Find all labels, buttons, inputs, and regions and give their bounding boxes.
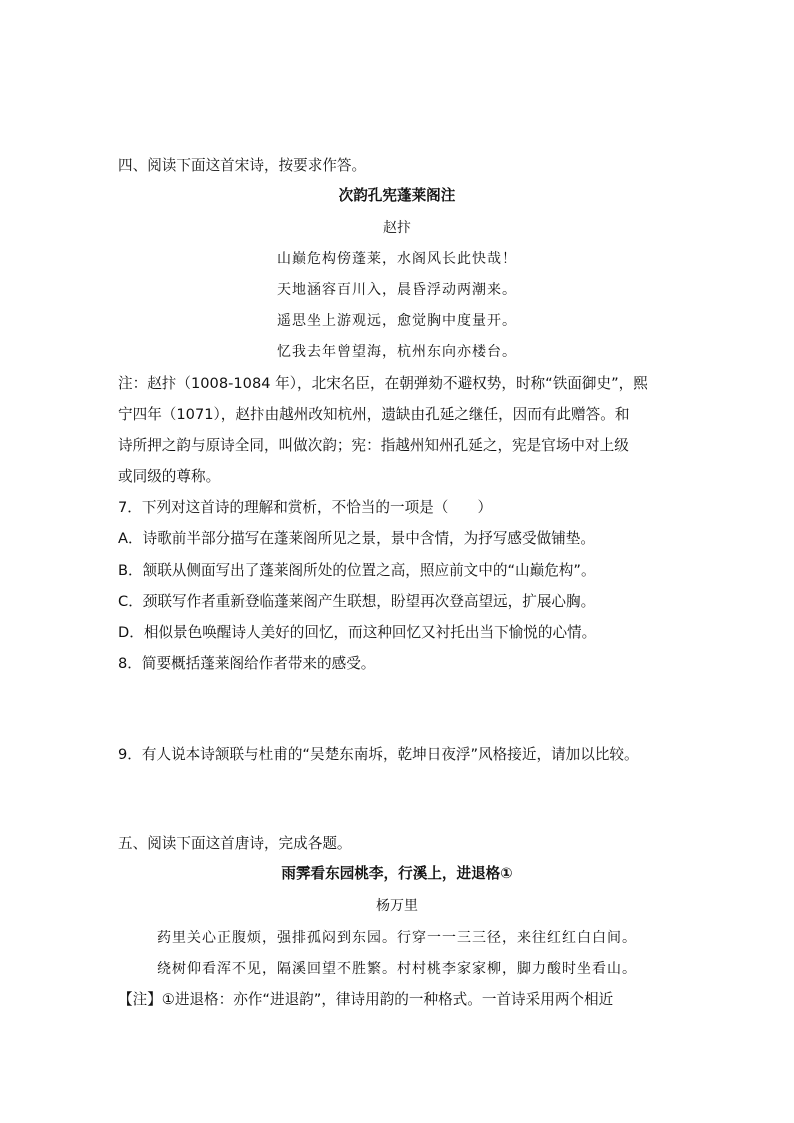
poem-2-line: 绕树仰看浑不见，隔溪回望不胜繁。村村桃李家家柳，脚力酸时坐看山。 [157, 961, 637, 977]
poem-1-title: 次韵孔宪蓬莱阁注 [338, 187, 456, 204]
section-4-heading: 四、阅读下面这首宋诗，按要求作答。 [118, 157, 367, 174]
question-8: 8．简要概括蓬莱阁给作者带来的感受。 [118, 655, 376, 672]
question-9: 9．有人说本诗颔联与杜甫的“吴楚东南坼，乾坤日夜浮”风格接近，请加以比较。 [118, 746, 639, 763]
question-7-option-b: B．颔联从侧面写出了蓬莱阁所处的位置之高，照应前文中的“山巅危构”。 [118, 562, 596, 579]
poem-1-line: 山巅危构傍蓬莱，水阁风长此快哉！ [277, 251, 517, 267]
section-5-heading: 五、阅读下面这首唐诗，完成各题。 [118, 835, 352, 852]
poem-1-line: 天地涵容百川入，晨昏浮动两潮来。 [277, 282, 517, 298]
poem-2-line: 药里关心正腹烦，强排孤闷到东园。行穿一一三三径，来往红红白白间。 [157, 930, 637, 946]
poem-2-title: 雨霁看东园桃李，行溪上，进退格① [281, 865, 513, 882]
question-7-option-a: A．诗歌前半部分描写在蓬莱阁所见之景，景中含情，为抒写感受做铺垫。 [118, 530, 595, 547]
poem-1-note-line: 宁四年（1071），赵抃由越州改知杭州，遗缺由孔延之继任，因而有此赠答。和 [118, 406, 630, 423]
poem-1-note-line: 注：赵抃（1008-1084 年），北宋名臣，在朝弹劾不避权势，时称“铁面御史”，熙 [118, 375, 648, 392]
poem-1-line: 忆我去年曾望海，杭州东向亦楼台。 [277, 344, 517, 360]
poem-1-note-line: 诗所押之韵与原诗全同，叫做次韵；宪：指越州知州孔延之，宪是官场中对上级 [118, 437, 629, 454]
poem-1-note-line: 或同级的尊称。 [118, 468, 221, 485]
poem-1-author: 赵抃 [383, 220, 411, 236]
poem-1-line: 遥思坐上游观远，愈觉胸中度量开。 [277, 313, 517, 329]
question-7: 7．下列对这首诗的理解和赏析，不恰当的一项是（ ） [118, 499, 493, 516]
question-7-option-d: D．相似景色唤醒诗人美好的回忆，而这种回忆又衬托出当下愉悦的心情。 [118, 624, 597, 641]
poem-2-note: 【注】①进退格：亦作“进退韵”，律诗用韵的一种格式。一首诗采用两个相近 [118, 991, 614, 1008]
question-7-option-c: C．颈联写作者重新登临蓬莱阁产生联想，盼望再次登高望远，扩展心胸。 [118, 593, 596, 610]
poem-2-author: 杨万里 [376, 898, 418, 914]
